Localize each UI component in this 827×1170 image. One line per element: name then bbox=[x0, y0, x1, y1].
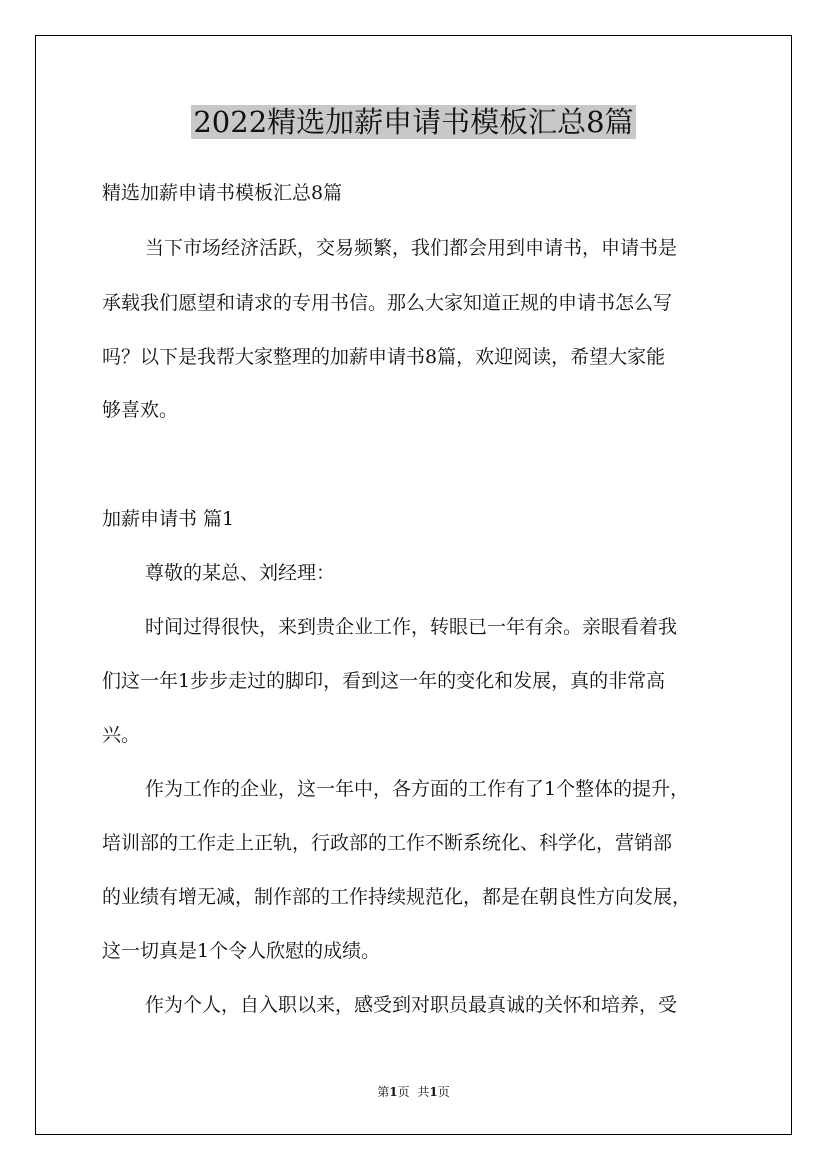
page-footer bbox=[0, 1083, 827, 1101]
paragraph-line: 作为工作的企业，这一年中，各方面的工作有了1个整体的提升， bbox=[145, 778, 690, 800]
paragraph-line: 作为个人，自入职以来，感受到对职员最真诚的关怀和培养，受 bbox=[145, 994, 678, 1016]
salutation: 尊敬的某总、刘经理： bbox=[145, 562, 336, 584]
intro-line: 当下市场经济活跃，交易频繁，我们都会用到申请书，申请书是 bbox=[145, 237, 678, 259]
paragraph-line: 的业绩有增无减，制作部的工作持续规范化，都是在朝良性方向发展， bbox=[102, 886, 692, 908]
section-heading: 加薪申请书 篇1 bbox=[102, 508, 235, 530]
intro-line: 承载我们愿望和请求的专用书信。那么大家知道正规的申请书怎么写 bbox=[102, 292, 673, 314]
paragraph-line: 兴。 bbox=[102, 724, 141, 746]
document-title bbox=[0, 96, 827, 148]
paragraph-line: 时间过得很快，来到贵企业工作，转眼已一年有余。亲眼看着我 bbox=[145, 616, 678, 638]
footer-page-prefix: 第 bbox=[377, 1085, 390, 1099]
footer-total-number: 1 bbox=[429, 1085, 438, 1099]
intro-line: 吗？以下是我帮大家整理的加薪申请书8篇，欢迎阅读，希望大家能 bbox=[102, 346, 666, 368]
footer-page-suffix: 页 bbox=[397, 1085, 410, 1099]
footer-total-suffix: 页 bbox=[437, 1085, 450, 1099]
footer-page-number: 1 bbox=[389, 1085, 398, 1099]
intro-line: 够喜欢。 bbox=[102, 399, 179, 421]
paragraph-line: 们这一年1步步走过的脚印，看到这一年的变化和发展，真的非常高 bbox=[102, 670, 666, 692]
document-title-text: 2022精选加薪申请书模板汇总8篇 bbox=[193, 105, 634, 139]
footer-total-prefix: 共 bbox=[417, 1085, 430, 1099]
paragraph-line: 培训部的工作走上正轨，行政部的工作不断系统化、科学化，营销部 bbox=[102, 832, 673, 854]
paragraph-line: 这一切真是1个令人欣慰的成绩。 bbox=[102, 940, 381, 962]
document-subtitle: 精选加薪申请书模板汇总8篇 bbox=[102, 182, 343, 204]
